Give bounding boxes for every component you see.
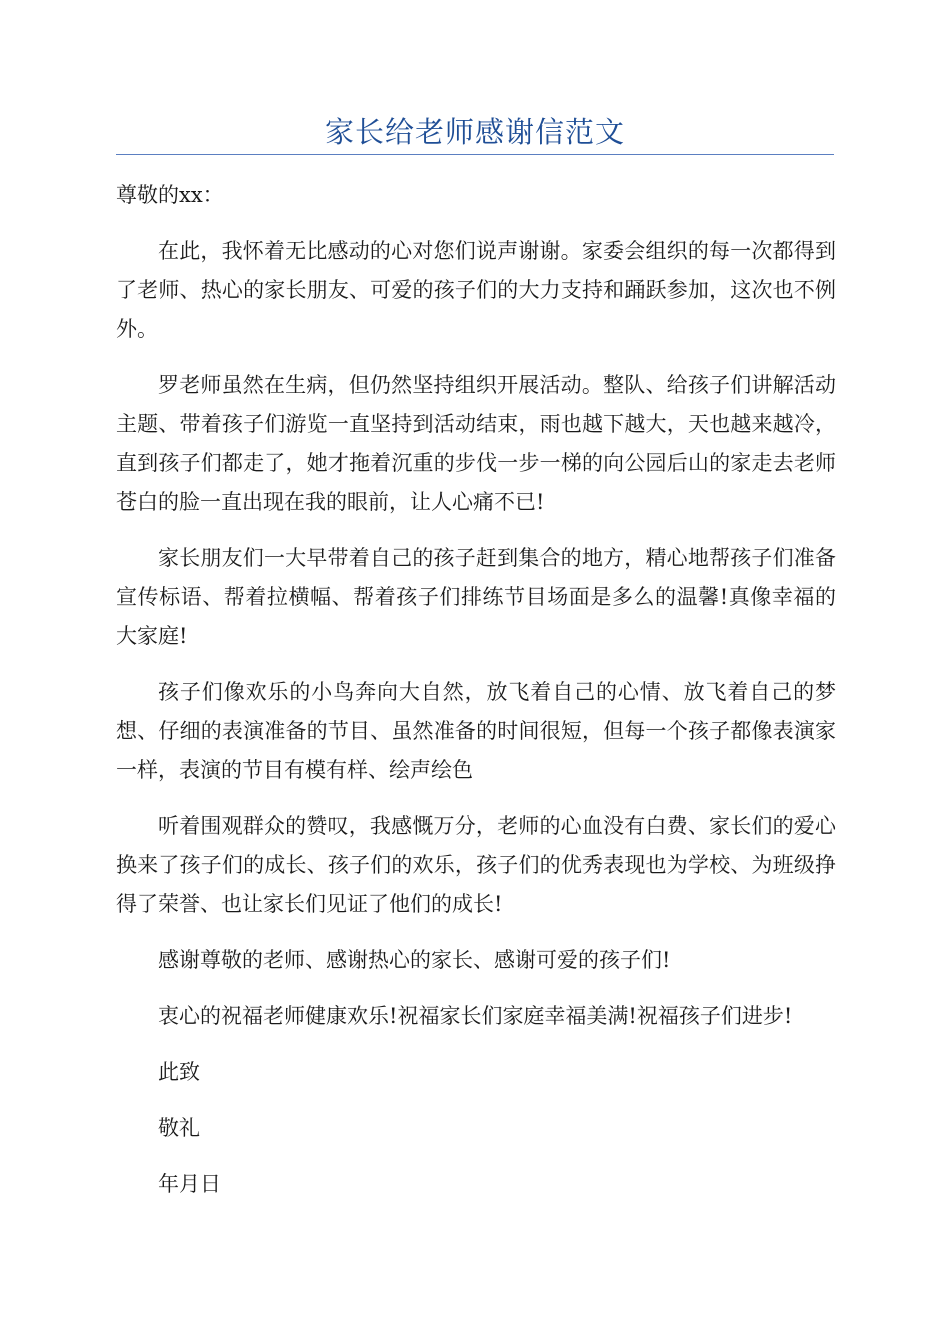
date-line: 年月日 <box>158 1172 221 1196</box>
closing-line-1: 此致 <box>158 1060 200 1084</box>
document-title: 家长给老师感谢信范文 <box>324 115 625 149</box>
letter-body <box>116 176 836 1221</box>
paragraph-1: 在此，我怀着无比感动的心对您们说声谢谢。家委会组织的每一次都得到了老师、热心的家长朋友、可爱的孩子们的大力支持和踊跃参加，这次也不例外。 <box>116 239 836 341</box>
closing-line-2: 敬礼 <box>158 1116 200 1140</box>
paragraph-7: 衷心的祝福老师健康欢乐!祝福家长们家庭幸福美满!祝福孩子们进步! <box>158 1004 793 1028</box>
paragraph-5: 听着围观群众的赞叹，我感慨万分，老师的心血没有白费、家长们的爱心换来了孩子们的成长、孩子们的欢乐，孩子们的优秀表现也为学校、为班级挣得了荣誉、也让家长们见证了他们的成长! <box>116 814 836 916</box>
paragraph-4: 孩子们像欢乐的小鸟奔向大自然，放飞着自己的心情、放飞着自己的梦想、仔细的表演准备的节目、虽然准备的时间很短，但每一个孩子都像表演家一样，表演的节目有模有样、绘声绘色 <box>116 680 836 782</box>
paragraph-3: 家长朋友们一大早带着自己的孩子赶到集合的地方，精心地帮孩子们准备宣传标语、帮着拉横幅、帮着孩子们排练节目场面是多么的温馨!真像幸福的大家庭! <box>116 546 836 648</box>
salutation: 尊敬的xx： <box>116 183 224 207</box>
paragraph-2: 罗老师虽然在生病，但仍然坚持组织开展活动。整队、给孩子们讲解活动主题、带着孩子们游览一直坚持到活动结束，雨也越下越大，天也越来越冷，直到孩子们都走了，她才拖着沉重的步伐一步一梯的向公园后山的家走去老师苍白的脸一直出现在我的眼前，让人心痛不已! <box>116 373 836 514</box>
title-underline <box>116 154 834 155</box>
paragraph-6: 感谢尊敬的老师、感谢热心的家长、感谢可爱的孩子们! <box>158 948 671 972</box>
